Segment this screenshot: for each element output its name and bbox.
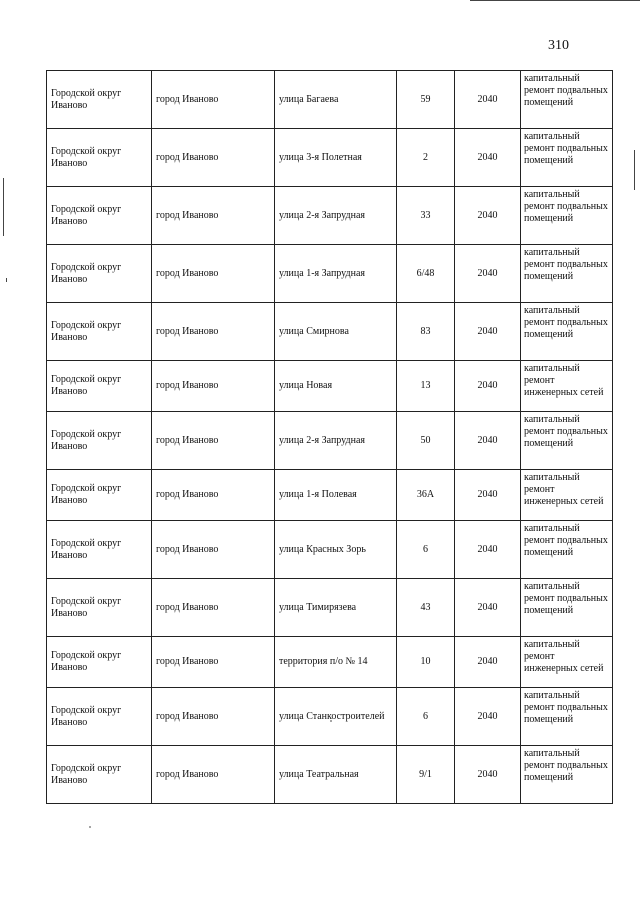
table-row [47, 303, 613, 361]
year-cell: 2040 [455, 129, 521, 187]
house-number-cell: 6 [397, 688, 455, 746]
district-cell: Городской округ Иваново [47, 412, 152, 470]
city-cell: город Иваново [152, 521, 275, 579]
table-row [47, 412, 613, 470]
work-type-cell: капитальный ремонт подвальных помещений [521, 71, 613, 129]
work-type-cell: капитальный ремонт инженерных сетей [521, 470, 613, 521]
table-row [47, 71, 613, 129]
house-number-cell: 10 [397, 637, 455, 688]
year-cell: 2040 [455, 746, 521, 804]
scan-edge-right [634, 150, 635, 190]
city-cell: город Иваново [152, 412, 275, 470]
district-cell: Городской округ Иваново [47, 187, 152, 245]
district-cell: Городской округ Иваново [47, 470, 152, 521]
district-cell: Городской округ Иваново [47, 688, 152, 746]
district-cell: Городской округ Иваново [47, 245, 152, 303]
year-cell: 2040 [455, 187, 521, 245]
house-number-cell: 6/48 [397, 245, 455, 303]
table-row [47, 245, 613, 303]
house-number-cell: 2 [397, 129, 455, 187]
street-cell: улица Смирнова [275, 303, 397, 361]
house-number-cell: 50 [397, 412, 455, 470]
year-cell: 2040 [455, 637, 521, 688]
city-cell: город Иваново [152, 187, 275, 245]
year-cell: 2040 [455, 361, 521, 412]
year-cell: 2040 [455, 470, 521, 521]
city-cell: город Иваново [152, 637, 275, 688]
district-cell: Городской округ Иваново [47, 521, 152, 579]
year-cell: 2040 [455, 245, 521, 303]
work-type-cell: капитальный ремонт подвальных помещений [521, 187, 613, 245]
work-type-cell: капитальный ремонт подвальных помещений [521, 579, 613, 637]
city-cell: город Иваново [152, 688, 275, 746]
table-row [47, 361, 613, 412]
table-row [47, 688, 613, 746]
work-type-cell: капитальный ремонт подвальных помещений [521, 688, 613, 746]
city-cell: город Иваново [152, 361, 275, 412]
year-cell: 2040 [455, 412, 521, 470]
house-number-cell: 13 [397, 361, 455, 412]
table-row [47, 470, 613, 521]
street-cell: улица Тимирязева [275, 579, 397, 637]
scan-mark-left [6, 278, 7, 282]
table-body [47, 71, 613, 804]
house-number-cell: 59 [397, 71, 455, 129]
table-row [47, 746, 613, 804]
repair-schedule-table [46, 70, 613, 804]
district-cell: Городской округ Иваново [47, 129, 152, 187]
street-cell: улица Багаева [275, 71, 397, 129]
street-cell: улица Театральная [275, 746, 397, 804]
page-number: 310 [548, 38, 569, 53]
work-type-cell: капитальный ремонт подвальных помещений [521, 129, 613, 187]
city-cell: город Иваново [152, 245, 275, 303]
street-cell: улица 2-я Запрудная [275, 412, 397, 470]
district-cell: Городской округ Иваново [47, 746, 152, 804]
table-row [47, 637, 613, 688]
work-type-cell: капитальный ремонт инженерных сетей [521, 637, 613, 688]
house-number-cell: 83 [397, 303, 455, 361]
house-number-cell: 6 [397, 521, 455, 579]
table-row [47, 521, 613, 579]
district-cell: Городской округ Иваново [47, 637, 152, 688]
scan-speck [89, 826, 91, 828]
work-type-cell: капитальный ремонт подвальных помещений [521, 746, 613, 804]
street-cell: улица 2-я Запрудная [275, 187, 397, 245]
street-cell: улица Красных Зорь [275, 521, 397, 579]
district-cell: Городской округ Иваново [47, 71, 152, 129]
work-type-cell: капитальный ремонт подвальных помещений [521, 303, 613, 361]
scan-edge-top [470, 0, 640, 1]
city-cell: город Иваново [152, 71, 275, 129]
house-number-cell: 43 [397, 579, 455, 637]
work-type-cell: капитальный ремонт подвальных помещений [521, 245, 613, 303]
district-cell: Городской округ Иваново [47, 303, 152, 361]
year-cell: 2040 [455, 579, 521, 637]
year-cell: 2040 [455, 303, 521, 361]
table-row [47, 579, 613, 637]
house-number-cell: 33 [397, 187, 455, 245]
work-type-cell: капитальный ремонт подвальных помещений [521, 412, 613, 470]
house-number-cell: 36А [397, 470, 455, 521]
city-cell: город Иваново [152, 746, 275, 804]
district-cell: Городской округ Иваново [47, 579, 152, 637]
city-cell: город Иваново [152, 303, 275, 361]
city-cell: город Иваново [152, 470, 275, 521]
city-cell: город Иваново [152, 579, 275, 637]
year-cell: 2040 [455, 688, 521, 746]
table-row [47, 129, 613, 187]
street-cell: улица 1-я Запрудная [275, 245, 397, 303]
street-cell: улица 1-я Полевая [275, 470, 397, 521]
district-cell: Городской округ Иваново [47, 361, 152, 412]
street-cell: улица 3-я Полетная [275, 129, 397, 187]
street-cell: территория п/о № 14 [275, 637, 397, 688]
street-cell: улица Новая [275, 361, 397, 412]
scan-edge-left [3, 178, 4, 236]
house-number-cell: 9/1 [397, 746, 455, 804]
table-row [47, 187, 613, 245]
work-type-cell: капитальный ремонт инженерных сетей [521, 361, 613, 412]
year-cell: 2040 [455, 521, 521, 579]
city-cell: город Иваново [152, 129, 275, 187]
street-cell: улица Станкостроителей [275, 688, 397, 746]
work-type-cell: капитальный ремонт подвальных помещений [521, 521, 613, 579]
year-cell: 2040 [455, 71, 521, 129]
